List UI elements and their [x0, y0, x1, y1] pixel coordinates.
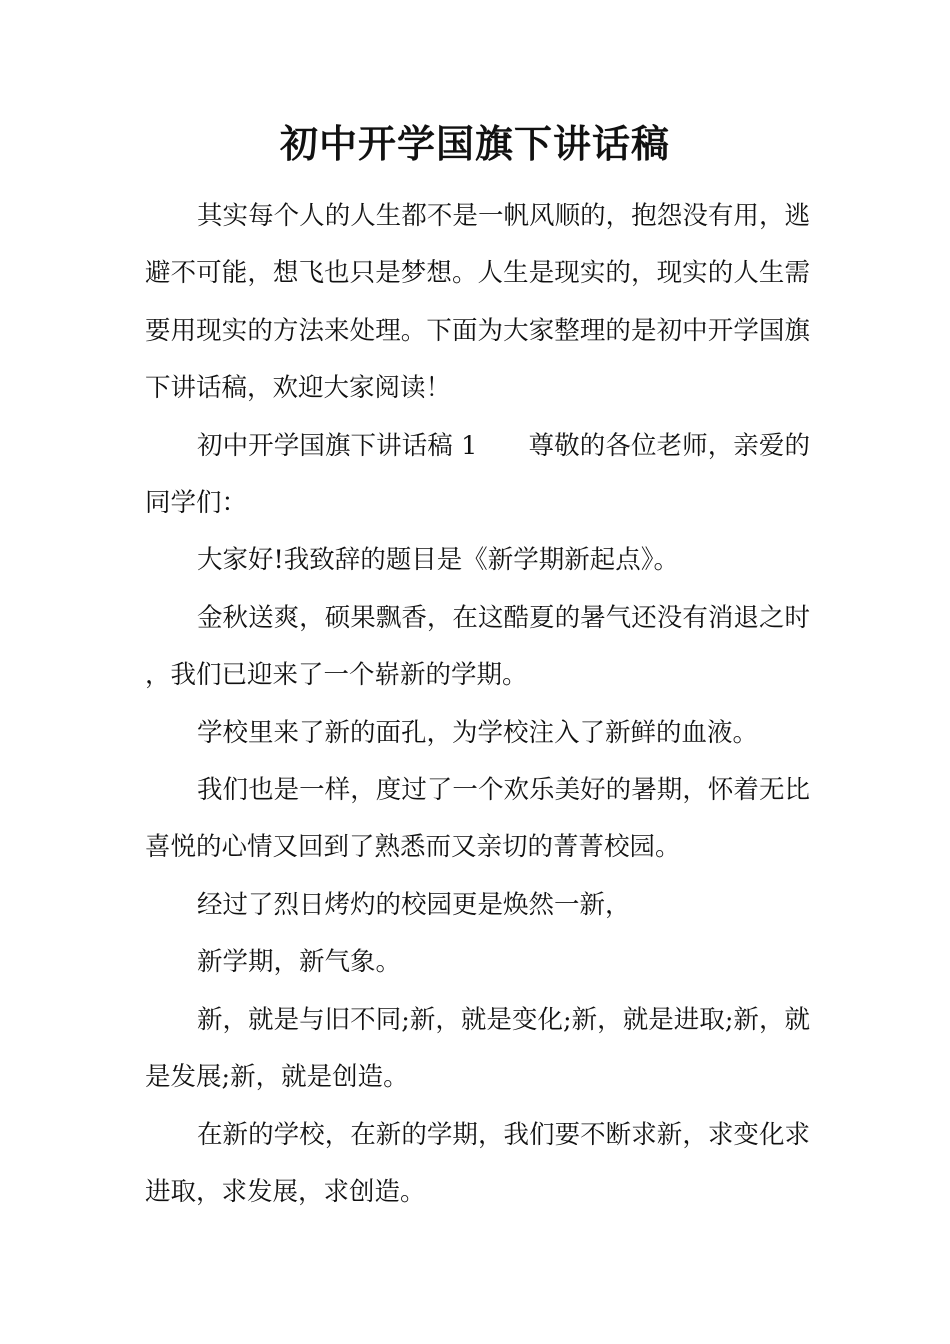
paragraph-meaning-of-new: 新，就是与旧不同;新，就是变化;新，就是进取;新，就是发展;新，就是创造。 [145, 1004, 810, 1093]
paragraph-greeting: 大家好!我致辞的题目是《新学期新起点》。 [197, 545, 679, 576]
paragraph-new-faces: 学校里来了新的面孔，为学校注入了新鲜的血液。 [197, 717, 759, 748]
paragraph-summer: 我们也是一样，度过了一个欢乐美好的暑期，怀着无比喜悦的心情又回到了熟悉而又亲切的菁菁校园。 [145, 775, 810, 863]
paragraph-autumn: 金秋送爽，硕果飘香，在这酷夏的暑气还没有消退之时，我们已迎来了一个崭新的学期。 [145, 602, 810, 691]
document-body [145, 188, 810, 1221]
paragraph-seek-new: 在新的学校，在新的学期，我们要不断求新，求变化求进取，求发展，求创造。 [145, 1119, 810, 1207]
paragraph-intro: 其实每个人的人生都不是一帆风顺的，抱怨没有用，逃避不可能，想飞也只是梦想。人生是现实的，现实的人生需要用现实的方法来处理。下面为大家整理的是初中开学国旗下讲话稿，欢迎大家阅读！ [145, 201, 810, 404]
paragraph-speech-heading: 初中开学国旗下讲话稿 1 尊敬的各位老师，亲爱的同学们： [145, 430, 810, 519]
document-title: 初中开学国旗下讲话稿 [279, 121, 670, 166]
paragraph-new-term: 新学期，新气象。 [197, 947, 402, 978]
paragraph-campus: 经过了烈日烤灼的校园更是焕然一新， [197, 889, 631, 920]
